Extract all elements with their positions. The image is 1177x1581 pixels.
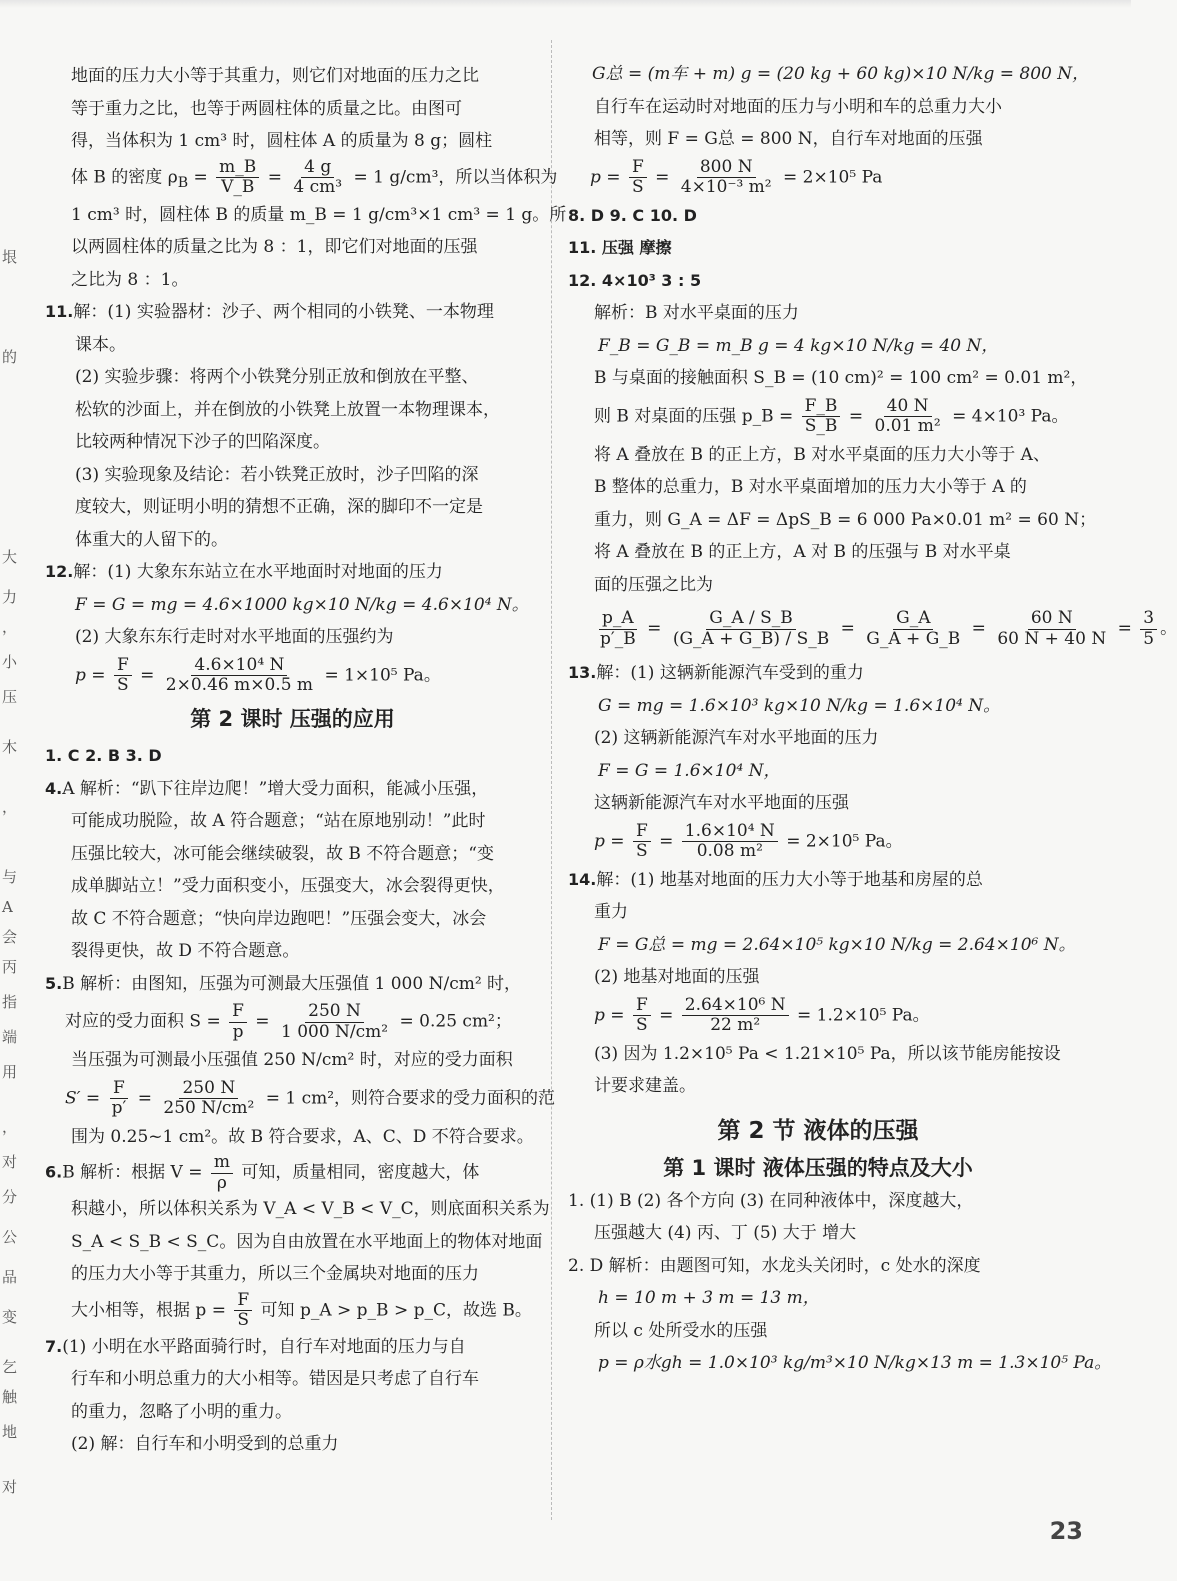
equation: F = G = 1.6×10⁴ N， bbox=[598, 760, 781, 781]
top-edge bbox=[0, 0, 1131, 8]
numerator: 250 N bbox=[179, 1079, 238, 1100]
text-line: 等于重力之比，也等于两圆柱体的质量之比。由图可 bbox=[71, 98, 462, 119]
question-5 bbox=[45, 968, 540, 1001]
edge-char: 端 bbox=[2, 1028, 18, 1046]
binding-edge-text bbox=[0, 250, 22, 1510]
numerator: m_B bbox=[216, 158, 259, 179]
fraction bbox=[109, 1079, 130, 1119]
edge-char: ， bbox=[2, 798, 18, 816]
numerator: F bbox=[110, 1079, 128, 1100]
fraction bbox=[629, 158, 647, 198]
ratio-equation: $\frac{p\_A}{p'\_B}$ = $\frac{G\_A / S\_B}{(G\_A + G\_B) / S\_B}$ = $\frac{G\_A}{G\_A + G\_B}$ = $\frac{60 N}{60 N + 40 N}$ = $\frac{3}{5}$ 。 bbox=[568, 601, 1068, 657]
numerator: 60 N bbox=[1028, 609, 1076, 630]
page-number: 23 bbox=[1049, 1517, 1083, 1545]
fraction bbox=[670, 609, 832, 649]
text-line: B 整体的总重力，B 对水平桌面增加的压力大小等于 A 的 bbox=[594, 477, 1027, 498]
text-line: (3) 实验现象及结论：若小铁凳正放时，沙子凹陷的深 bbox=[75, 464, 479, 485]
text-line: 计要求建盖。 bbox=[594, 1076, 696, 1097]
text-line: 重力，则 G_A = ΔF = ΔpS_B = 6 000 Pa×0.01 m² = 60 N； bbox=[594, 509, 1097, 530]
question-6 bbox=[45, 1153, 540, 1193]
edge-char: 品 bbox=[2, 1268, 18, 1286]
denominator: 4 cm³ bbox=[293, 177, 343, 198]
text-line: 1 cm³ 时，圆柱体 B 的质量 m_B = 1 g/cm³×1 cm³ = 1 g。所 bbox=[71, 204, 567, 225]
text-segment: = 2×10⁵ Pa。 bbox=[786, 831, 903, 852]
text-segment: p = bbox=[594, 831, 625, 852]
numerator: 4.6×10⁴ N bbox=[191, 656, 287, 677]
question-number: 14. bbox=[568, 869, 597, 889]
question-number: 5. bbox=[45, 973, 63, 993]
area-equation: 对应的受力面积 S = $\frac{F}{p}$ = $\frac{250 N}{\text{1 000 N/cm²}}$ = 0.25 cm²； bbox=[65, 1001, 512, 1042]
text-segment: 则 B 对桌面的压强 p_B = bbox=[594, 406, 794, 427]
edge-char: 乞 bbox=[2, 1358, 18, 1376]
numerator: 3 bbox=[1140, 609, 1157, 630]
text-segment: S′ = bbox=[65, 1088, 101, 1109]
denominator: 0.08 m² bbox=[696, 841, 763, 862]
numerator: p_A bbox=[599, 609, 637, 630]
fraction bbox=[211, 1153, 233, 1193]
text-segment: = 4×10³ Pa。 bbox=[952, 406, 1069, 427]
edge-char: 木 bbox=[2, 738, 18, 756]
denominator: 60 N + 40 N bbox=[997, 628, 1107, 649]
density-equation: 体 B 的密度 $\rho_B$ = $\frac{m\_B}{V\_B}$ = $\frac{4 g}{\text{4 cm³}}$ = 1 g/cm³，所以当体积为 bbox=[71, 156, 558, 198]
text-segment: = 1 cm²，则符合要求的受力面积的范 bbox=[265, 1088, 556, 1109]
text-line: 自行车在运动时对地面的压力与小明和车的总重力大小 bbox=[594, 96, 1002, 117]
denominator: ρ bbox=[216, 1172, 227, 1193]
numerator: G_A bbox=[893, 609, 933, 630]
denominator: S bbox=[632, 177, 644, 198]
denominator: 22 m² bbox=[710, 1015, 761, 1036]
text-line: 之比为 8 ：1。 bbox=[71, 269, 189, 290]
pressure-equation: p = $\frac{F}{S}$ = $\frac{\text{4.6×10⁴ N}}{2\times 0.46 m\times 0.5 m}$ = 1×10⁵ Pa。 bbox=[75, 654, 441, 696]
denominator: S bbox=[237, 1310, 250, 1331]
text-segment: p = bbox=[594, 1005, 625, 1026]
edge-char: 丙 bbox=[2, 958, 18, 976]
fraction bbox=[114, 656, 132, 696]
text-line: (2) 大象东东行走时对水平地面的压强约为 bbox=[75, 627, 394, 648]
question-13 bbox=[568, 657, 1068, 690]
edge-char: 垠 bbox=[2, 248, 18, 266]
numerator: 800 N bbox=[697, 158, 756, 179]
numerator: F_B bbox=[802, 397, 841, 418]
text-line: 地面的压力大小等于其重力，则它们对地面的压力之比 bbox=[71, 66, 479, 86]
fraction bbox=[234, 1291, 252, 1331]
answer-line: 12. 4×10³ 3 : 5 bbox=[568, 270, 702, 290]
denominator: p′ bbox=[111, 1098, 127, 1119]
text-line: 面的压强之比为 bbox=[594, 574, 713, 595]
text-segment: B 解析：由图知，压强为可测最大压强值 1 000 N/cm² 时， bbox=[62, 973, 522, 994]
section-heading: 第 2 节 液体的压强 bbox=[717, 1117, 919, 1144]
denominator: p bbox=[232, 1021, 244, 1042]
text-segment: = 1×10⁵ Pa。 bbox=[324, 665, 441, 686]
fraction bbox=[290, 158, 345, 198]
lesson-heading: 第 2 课时 压强的应用 bbox=[190, 707, 395, 732]
numerator: 1.6×10⁴ N bbox=[682, 822, 778, 843]
lesson-heading: 第 1 课时 液体压强的特点及大小 bbox=[663, 1155, 973, 1180]
denominator: V_B bbox=[221, 177, 255, 198]
denominator: 4×10⁻³ m² bbox=[680, 177, 772, 198]
question-4 bbox=[45, 773, 540, 806]
pressure-equation: p = $\frac{F}{S}$ = $\frac{\text{1.6×10⁴ N}}{\text{0.08 m²}}$ = 2×10⁵ Pa。 bbox=[594, 820, 903, 862]
numerator: F bbox=[114, 656, 132, 677]
edge-char: ， bbox=[2, 618, 18, 636]
question-11 bbox=[45, 296, 540, 329]
text-line: 以两圆柱体的质量之比为 8 ：1，即它们对地面的压强 bbox=[71, 237, 478, 258]
equation: F = G总 = mg = 2.64×10⁵ kg×10 N/kg = 2.64×10⁶ N。 bbox=[598, 934, 1076, 955]
edge-char: 变 bbox=[2, 1308, 18, 1326]
denominator: 5 bbox=[1143, 628, 1155, 649]
equation: F = G = mg = 4.6×1000 kg×10 N/kg = 4.6×10⁴ N。 bbox=[75, 594, 529, 615]
numerator: 40 N bbox=[884, 397, 932, 418]
pressure-equation: p = $\frac{F}{S}$ = $\frac{800 N}{\text{4×10⁻³ m²}}$ = 2×10⁵ Pa bbox=[590, 156, 883, 198]
text-segment: 解：(1) 实验器材：沙子、两个相同的小铁凳、一本物理 bbox=[73, 302, 494, 323]
fraction bbox=[678, 158, 775, 198]
text-line: B 与桌面的接触面积 S_B = (10 cm)² = 100 cm² = 0.01 m²， bbox=[594, 368, 1088, 389]
text-segment: = 2×10⁵ Pa bbox=[783, 167, 883, 188]
text-line: (3) 因为 1.2×10⁵ Pa < 1.21×10⁵ Pa，所以该节能房能按设 bbox=[594, 1043, 1061, 1064]
text-segment: = 1.2×10⁵ Pa。 bbox=[797, 1005, 930, 1026]
equation: G总 = (m车 + m) g = (20 kg + 60 kg)×10 N/kg = 800 N， bbox=[592, 64, 1090, 84]
numerator: F bbox=[633, 996, 651, 1017]
numerator: 4 g bbox=[301, 158, 334, 179]
denominator: S bbox=[636, 1015, 648, 1036]
fraction bbox=[160, 1079, 257, 1119]
text-line: (2) 地基对地面的压强 bbox=[594, 967, 760, 988]
fraction bbox=[802, 397, 841, 437]
numerator: G_A / S_B bbox=[706, 609, 796, 630]
denominator: 250 N/cm² bbox=[163, 1098, 255, 1119]
text-line: 压强越大 (4) 丙、丁 (5) 大于 增大 bbox=[594, 1223, 857, 1244]
text-line: 可能成功脱险，故 A 符合题意；“站在原地别动！”此时 bbox=[71, 811, 486, 832]
question-14 bbox=[568, 864, 1068, 897]
edge-char: 公 bbox=[2, 1228, 18, 1246]
text-line: (2) 实验步骤：将两个小铁凳分别正放和倒放在平整、 bbox=[75, 367, 479, 388]
edge-char: 分 bbox=[2, 1188, 18, 1206]
text-segment: 解：(1) 地基对地面的压力大小等于地基和房屋的总 bbox=[596, 869, 983, 890]
edge-char: 大 bbox=[2, 548, 18, 566]
denominator: (G_A + G_B) / S_B bbox=[672, 628, 830, 649]
edge-char: ， bbox=[2, 1118, 18, 1136]
text-segment: (1) 小明在水平路面骑行时，自行车对地面的压力与自 bbox=[62, 1336, 466, 1357]
fraction bbox=[163, 656, 316, 696]
text-segment: p = bbox=[590, 167, 621, 188]
fraction bbox=[1140, 609, 1157, 649]
question-12 bbox=[45, 556, 540, 589]
text-line: 相等，则 F = G总 = 800 N，自行车对地面的压强 bbox=[594, 129, 983, 149]
numerator: F bbox=[629, 158, 647, 179]
right-column bbox=[568, 58, 1177, 1380]
denominator: S_B bbox=[804, 416, 838, 437]
numerator: m bbox=[211, 1153, 233, 1174]
numerator: F bbox=[633, 822, 651, 843]
equation: G = mg = 1.6×10³ kg×10 N/kg = 1.6×10⁴ N。 bbox=[598, 695, 1001, 716]
edge-char: 指 bbox=[2, 993, 18, 1011]
numerator: F bbox=[229, 1002, 247, 1023]
pressure-equation: p = $\frac{F}{S}$ = $\frac{\text{2.64×10⁶ N}}{\text{22 m²}}$ = 1.2×10⁵ Pa。 bbox=[594, 994, 930, 1036]
text-segment: B 解析：根据 V = bbox=[62, 1162, 203, 1183]
edge-char: 会 bbox=[2, 928, 18, 946]
text-line: 松软的沙面上，并在倒放的小铁凳上放置一本物理课本， bbox=[75, 399, 500, 420]
text-line: 这辆新能源汽车对水平地面的压强 bbox=[594, 793, 849, 814]
question-number: 11. bbox=[45, 302, 74, 322]
edge-char: 触 bbox=[2, 1388, 18, 1406]
text-line: 的重力，忽略了小明的重力。 bbox=[71, 1401, 292, 1422]
text-line: 重力 bbox=[594, 902, 628, 923]
area-equation: S′ = $\frac{F}{p'}$ = $\frac{250 N}{\text{250 N/cm²}}$ = 1 cm²，则符合要求的受力面积的范 bbox=[65, 1077, 556, 1119]
question-number: 13. bbox=[568, 663, 597, 683]
text-line bbox=[45, 1291, 540, 1331]
text-line: 积越小，所以体积关系为 V_A < V_B < V_C，则底面积关系为 bbox=[71, 1199, 550, 1220]
text-line: 的压力大小等于其重力，所以三个金属块对地面的压力 bbox=[71, 1264, 479, 1285]
text-segment: p = bbox=[75, 665, 106, 686]
text-line: 所以 c 处所受水的压强 bbox=[594, 1320, 768, 1341]
edge-char: 小 bbox=[2, 653, 18, 671]
denominator: S bbox=[117, 675, 129, 696]
denominator: G_A + G_B bbox=[866, 628, 961, 649]
question-number: 6. bbox=[45, 1162, 63, 1182]
text-segment: 可知，质量相同，密度越大，体 bbox=[241, 1162, 480, 1183]
numerator: 250 N bbox=[305, 1002, 364, 1023]
fraction bbox=[682, 822, 778, 862]
denominator: 2×0.46 m×0.5 m bbox=[165, 675, 314, 696]
equation: F_B = G_B = m_B g = 4 kg×10 N/kg = 40 N， bbox=[598, 335, 999, 356]
text-segment: = 0.25 cm²； bbox=[399, 1011, 512, 1032]
text-segment: 解：(1) 大象东东站立在水平地面时对地面的压力 bbox=[73, 562, 443, 583]
fraction bbox=[872, 397, 944, 437]
text-segment: 解：(1) 这辆新能源汽车受到的重力 bbox=[596, 663, 864, 684]
equation: p = ρ水gh = 1.0×10³ kg/m³×10 N/kg×13 m = 1.3×10⁵ Pa。 bbox=[598, 1353, 1112, 1374]
question-number: 7. bbox=[45, 1336, 63, 1356]
text-line: (2) 这辆新能源汽车对水平地面的压力 bbox=[594, 728, 879, 749]
edge-char: 对 bbox=[2, 1478, 18, 1496]
text-line: S_A < S_B < S_C。因为自由放置在水平地面上的物体对地面 bbox=[71, 1231, 543, 1252]
text-line: 当压强为可测最小压强值 250 N/cm² 时，对应的受力面积 bbox=[71, 1050, 513, 1071]
fraction bbox=[863, 609, 963, 649]
text-line: 围为 0.25~1 cm²。故 B 符合要求，A、C、D 不符合要求。 bbox=[71, 1126, 534, 1147]
text-line: 压强比较大，冰可能会继续破裂，故 B 不符合题意；“变 bbox=[71, 843, 494, 864]
text-segment: 对应的受力面积 S = bbox=[65, 1011, 221, 1032]
denominator: p′_B bbox=[600, 628, 636, 649]
text-line: 故 C 不符合题意；“快向岸边跑吧！”压强会变大，冰会 bbox=[71, 908, 487, 929]
denominator: S bbox=[636, 841, 648, 862]
pressure-equation: 则 B 对桌面的压强 p_B = $\frac{F\_B}{S\_B}$ = $\frac{40 N}{\text{0.01 m²}}$ = 4×10³ Pa。 bbox=[594, 395, 1069, 437]
text-segment: A 解析：“趴下往岸边爬！”增大受力面积，能减小压强， bbox=[62, 778, 489, 799]
text-line: (2) 解：自行车和小明受到的总重力 bbox=[71, 1434, 339, 1455]
numerator: 2.64×10⁶ N bbox=[682, 996, 789, 1017]
text-line: 行车和小明总重力的大小相等。错因是只考虑了自行车 bbox=[71, 1369, 479, 1390]
denominator: 0.01 m² bbox=[874, 416, 941, 437]
fraction bbox=[682, 996, 789, 1036]
edge-char: A bbox=[2, 898, 13, 916]
column-divider bbox=[551, 40, 552, 1520]
numerator: F bbox=[234, 1291, 252, 1312]
fraction bbox=[994, 609, 1109, 649]
left-column bbox=[45, 60, 567, 1461]
text-line: 体重大的人留下的。 bbox=[75, 529, 228, 550]
edge-char: 压 bbox=[2, 688, 18, 706]
edge-char: 用 bbox=[2, 1063, 18, 1081]
text-segment: = 1 g/cm³，所以当体积为 bbox=[353, 167, 558, 188]
edge-char: 的 bbox=[2, 348, 18, 366]
text-line: 将 A 叠放在 B 的正上方，B 对水平桌面的压力大小等于 A、 bbox=[594, 444, 1050, 465]
subscript: B bbox=[177, 174, 189, 191]
fraction bbox=[216, 158, 259, 198]
text-segment: 大小相等，根据 p = bbox=[71, 1300, 226, 1321]
answer-line: 2. D 解析：由题图可知，水龙头关闭时，c 处水的深度 bbox=[568, 1255, 981, 1276]
fraction bbox=[633, 822, 651, 862]
text-segment: 体 B 的密度 ρ bbox=[71, 167, 178, 188]
fraction bbox=[229, 1002, 247, 1042]
text-line: 得，当体积为 1 cm³ 时，圆柱体 A 的质量为 8 g；圆柱 bbox=[71, 131, 493, 151]
edge-char: 力 bbox=[2, 588, 18, 606]
equation: h = 10 m + 3 m = 13 m， bbox=[598, 1288, 820, 1309]
question-number: 12. bbox=[45, 562, 74, 582]
fraction bbox=[278, 1002, 391, 1042]
edge-char: 对 bbox=[2, 1153, 18, 1171]
answer-line: 8. D 9. C 10. D bbox=[568, 205, 697, 225]
text-line: 比较两种情况下沙子的凹陷深度。 bbox=[75, 432, 330, 453]
fraction bbox=[633, 996, 651, 1036]
denominator: 1 000 N/cm² bbox=[280, 1021, 389, 1042]
text-line: 成单脚站立！”受力面积变小，压强变大，冰会裂得更快， bbox=[71, 876, 505, 897]
question-7 bbox=[45, 1331, 540, 1364]
text-line: 解析：B 对水平桌面的压力 bbox=[594, 303, 799, 324]
answer-line: 1. (1) B (2) 各个方向 (3) 在同种液体中，深度越大， bbox=[568, 1190, 974, 1211]
edge-char: 与 bbox=[2, 868, 18, 886]
answer-line: 11. 压强 摩擦 bbox=[568, 238, 672, 258]
fraction bbox=[597, 609, 639, 649]
text-line: 课本。 bbox=[75, 334, 126, 355]
text-line: 将 A 叠放在 B 的正上方，A 对 B 的压强与 B 对水平桌 bbox=[594, 542, 1011, 563]
edge-char: 地 bbox=[2, 1423, 18, 1441]
text-line: 度较大，则证明小明的猜想不正确，深的脚印不一定是 bbox=[75, 497, 483, 518]
text-segment: 可知 p_A > p_B > p_C，故选 B。 bbox=[260, 1300, 532, 1321]
text-line: 裂得更快，故 D 不符合题意。 bbox=[71, 941, 300, 962]
question-number: 4. bbox=[45, 778, 63, 798]
answer-line: 1. C 2. B 3. D bbox=[45, 746, 162, 766]
